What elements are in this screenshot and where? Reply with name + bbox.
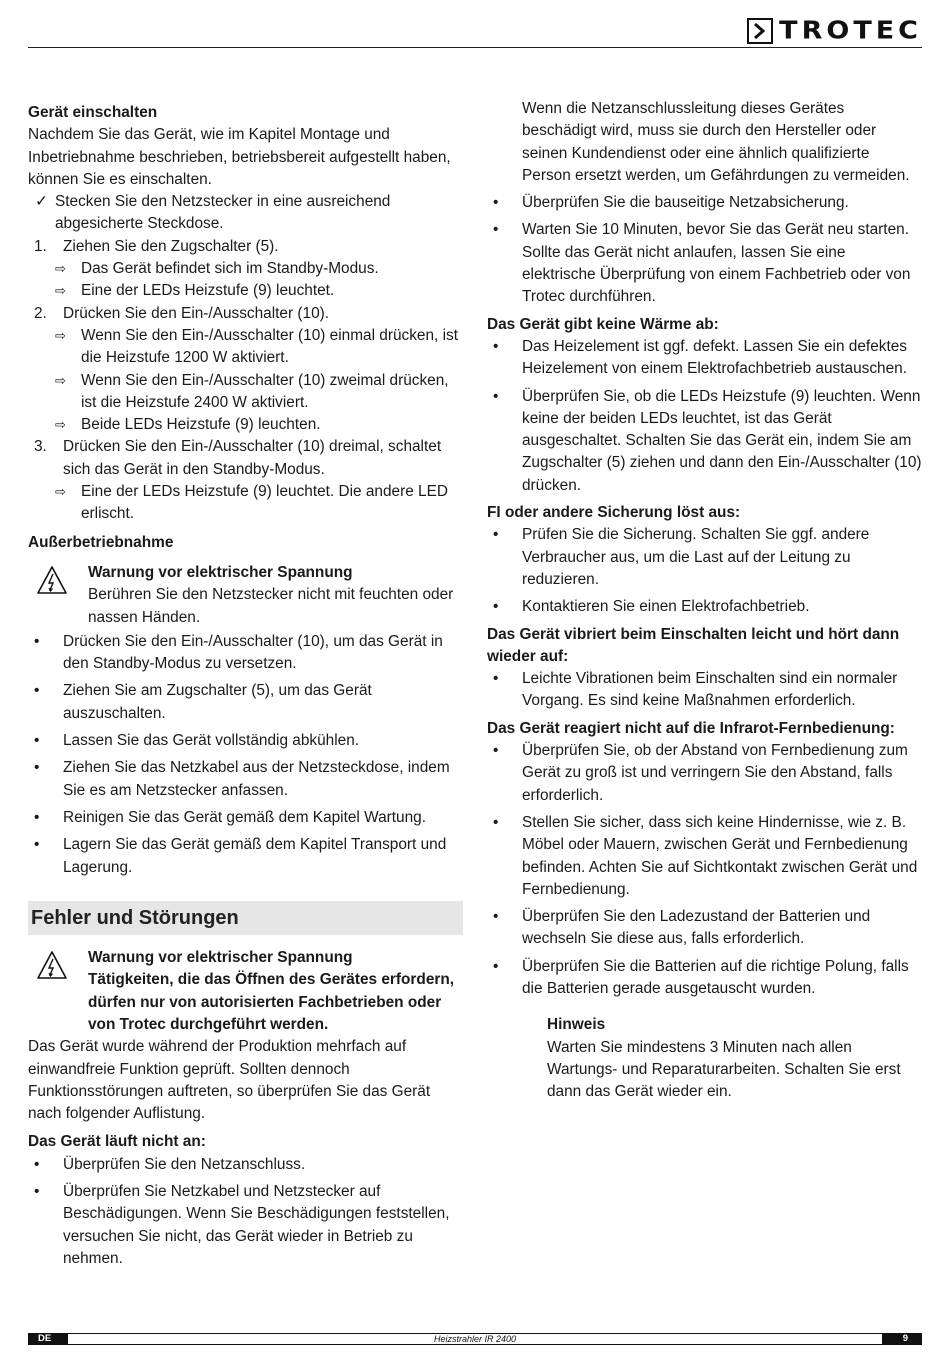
paragraph-fehler: Das Gerät wurde während der Produktion mehrfach auf einwandfreie Funktion geprüft. Sollten dennoch Funktionsstörungen auftreten, so überprüfen Sie das Gerät nach folgender Auflistung. <box>28 1038 431 1123</box>
list-item-text: Überprüfen Sie, ob der Abstand von Fernbedienung zum Gerät zu groß ist und verringern Sie den Abstand, falls erforderlich. <box>522 742 908 804</box>
warning-title: Warnung vor elektrischer Spannung <box>88 563 353 581</box>
arrow-right-icon: ⇨ <box>55 261 66 277</box>
list-item <box>487 740 922 807</box>
result-text: Wenn Sie den Ein-/Ausschalter (10) zweimal drücken, ist die Heizstufe 2400 W aktiviert. <box>81 371 449 411</box>
list-item-text: Lagern Sie das Gerät gemäß dem Kapitel Transport und Lagerung. <box>63 836 447 876</box>
result-item <box>28 370 463 415</box>
arrow-right-icon: ⇨ <box>55 327 66 343</box>
footer-page-number: 9 <box>902 1333 908 1344</box>
arrow-right-icon: ⇨ <box>55 283 66 299</box>
list-item-text: Ziehen Sie das Netzkabel aus der Netzsteckdose, indem Sie es am Netzstecker anfassen. <box>63 759 450 799</box>
list-item-text: Überprüfen Sie den Netzanschluss. <box>63 1155 306 1173</box>
step-number: 2. <box>34 304 47 322</box>
list-item <box>487 906 922 951</box>
list-item-text: Lassen Sie das Gerät vollständig abkühlen. <box>63 732 360 750</box>
page-footer <box>28 1333 922 1345</box>
step-item <box>28 436 463 481</box>
bullet-icon: • <box>493 526 499 544</box>
heading-keine-waerme: Das Gerät gibt keine Wärme ab: <box>487 315 719 333</box>
step-text: Drücken Sie den Ein-/Ausschalter (10) dreimal, schaltet sich das Gerät in den Standby-Modus. <box>63 438 442 478</box>
list-item-text: Reinigen Sie das Gerät gemäß dem Kapitel Wartung. <box>63 808 427 826</box>
list-item-text: Warten Sie 10 Minuten, bevor Sie das Gerät neu starten. Sollte das Gerät nicht anlaufen, lassen Sie eine elektrische Überprüfung von einem Fachbetrieb oder von Trotec durchführen. <box>522 221 911 306</box>
bullet-icon: • <box>34 1155 40 1173</box>
left-column <box>28 98 463 1275</box>
list-item-text: Überprüfen Sie den Ladezustand der Batterien und wechseln Sie diese aus, falls erforderlich. <box>522 908 871 948</box>
bullet-icon: • <box>493 813 499 831</box>
bullet-icon: • <box>493 387 499 405</box>
result-item <box>28 325 463 370</box>
bullet-icon: • <box>493 221 499 239</box>
warning-title: Warnung vor elektrischer Spannung <box>88 949 353 967</box>
bullet-icon: • <box>493 337 499 355</box>
result-item <box>28 481 463 526</box>
section-title: Fehler und Störungen <box>28 901 463 935</box>
electric-warning-icon <box>36 950 68 987</box>
bullet-icon: • <box>493 742 499 760</box>
list-item-text: Stellen Sie sicher, dass sich keine Hindernisse, wie z. B. Möbel oder Mauern, zwischen Gerät und Fernbedienung befinden. Achten Sie auf Sichtkontakt zwischen Gerät und Fernbedienung. <box>522 813 918 898</box>
bullet-icon: • <box>493 194 499 212</box>
arrow-right-icon: ⇨ <box>55 484 66 500</box>
note-text: Warten Sie mindestens 3 Minuten nach allen Wartungs- und Reparaturarbeiten. Schalten Sie erst dann das Gerät wieder ein. <box>547 1038 901 1101</box>
result-item <box>28 280 463 302</box>
step-text: Ziehen Sie den Zugschalter (5). <box>63 237 279 255</box>
step-text: Drücken Sie den Ein-/Ausschalter (10). <box>63 304 330 322</box>
bullet-icon: • <box>34 682 40 700</box>
brand-name: TROTEC <box>779 16 922 45</box>
list-item <box>28 834 463 879</box>
chevron-right-icon <box>747 18 773 44</box>
result-text: Wenn Sie den Ein-/Ausschalter (10) einmal drücken, ist die Heizstufe 1200 W aktiviert. <box>81 326 458 367</box>
step-number: 3. <box>34 438 47 456</box>
bullet-icon: • <box>34 808 40 826</box>
list-item <box>487 812 922 901</box>
note-title: Hinweis <box>547 1016 606 1034</box>
list-item <box>487 386 922 497</box>
list-item-text: Leichte Vibrationen beim Einschalten sind ein normaler Vorgang. Es sind keine Maßnahmen erforderlich. <box>522 670 898 710</box>
list-item-text: Überprüfen Sie, ob die LEDs Heizstufe (9) leuchten. Wenn keine der beiden LEDs leuchtet, ist das Gerät ausgeschaltet. Schalten Sie das Gerät ein, indem Sie am Zugschalter (5) ziehen und dann den Ein-/Ausschalter (10) drücken. <box>522 387 922 494</box>
list-item-text: Kontaktieren Sie einen Elektrofachbetrieb. <box>522 598 810 616</box>
list-item <box>28 730 463 752</box>
list-item <box>487 524 922 591</box>
warning-box <box>28 947 463 1036</box>
step-number: 1. <box>34 237 47 255</box>
arrow-right-icon: ⇨ <box>55 372 66 388</box>
list-item-text: Überprüfen Sie Netzkabel und Netzstecker auf Beschädigungen. Wenn Sie Beschädigungen feststellen, versuchen Sie nicht, das Gerät wieder in Betrieb zu nehmen. <box>63 1183 450 1267</box>
heading-ausserbetriebnahme: Außerbetriebnahme <box>28 533 174 551</box>
result-item <box>28 258 463 280</box>
list-item <box>28 680 463 725</box>
list-item-text: Prüfen Sie die Sicherung. Schalten Sie ggf. andere Verbraucher aus, um die Last auf der Leitung zu reduzieren. <box>522 526 870 588</box>
list-item <box>28 757 463 802</box>
continued-text: Wenn die Netzanschlussleitung dieses Gerätes beschädigt wird, muss sie durch den Hersteller oder seinen Kundendienst oder eine ähnlich qualifizierte Person ersetzt werden, um Gefährdungen zu vermeiden. <box>522 100 910 184</box>
bullet-icon: • <box>493 670 499 688</box>
list-item <box>28 1181 463 1270</box>
result-text: Beide LEDs Heizstufe (9) leuchten. <box>81 416 321 434</box>
heading-fi-sicherung: FI oder andere Sicherung löst aus: <box>487 504 741 522</box>
warning-text: Tätigkeiten, die das Öffnen des Gerätes erfordern, dürfen nur von autorisierten Fachbetrieben oder von Trotec durchgeführt werden. <box>88 971 455 1033</box>
list-item <box>487 336 922 381</box>
heading-laeuft-nicht-an: Das Gerät läuft nicht an: <box>28 1133 206 1151</box>
heading-infrarot: Das Gerät reagiert nicht auf die Infrarot-Fernbedienung: <box>487 719 895 737</box>
list-item <box>487 219 922 308</box>
step-item <box>28 303 463 325</box>
list-item <box>487 596 922 618</box>
list-item-text: Das Heizelement ist ggf. defekt. Lassen Sie ein defektes Heizelement von einem Elektrofachbetrieb austauschen. <box>522 337 907 378</box>
result-item <box>28 414 463 436</box>
footer-product: Heizstrahler IR 2400 <box>68 1334 882 1344</box>
list-item <box>487 668 922 713</box>
list-item <box>28 1154 463 1176</box>
paragraph-einschalten: Nachdem Sie das Gerät, wie im Kapitel Montage und Inbetriebnahme beschrieben, betriebsbereit aufgestellt haben, können Sie es einschalten. <box>28 126 451 188</box>
right-column <box>487 98 922 1103</box>
bullet-icon: • <box>34 632 40 650</box>
warning-text: Berühren Sie den Netzstecker nicht mit feuchten oder nassen Händen. <box>88 586 454 626</box>
bullet-icon: • <box>493 957 499 975</box>
heading-einschalten: Gerät einschalten <box>28 104 158 121</box>
bullet-icon: • <box>493 908 499 926</box>
list-item <box>487 192 922 214</box>
footer-language: DE <box>38 1333 52 1344</box>
result-text: Das Gerät befindet sich im Standby-Modus. <box>81 260 379 278</box>
list-item-text: Überprüfen Sie die Batterien auf die richtige Polung, falls die Batterien gerade ausgetauscht wurden. <box>522 957 909 997</box>
bullet-icon: • <box>34 732 40 750</box>
bullet-icon: • <box>34 759 40 777</box>
result-text: Eine der LEDs Heizstufe (9) leuchtet. <box>81 282 335 300</box>
list-item <box>28 807 463 829</box>
warning-box <box>28 562 463 629</box>
check-icon: ✓ <box>35 193 48 211</box>
note-box <box>487 1014 922 1103</box>
heading-vibriert: Das Gerät vibriert beim Einschalten leicht und hört dann wieder auf: <box>487 625 900 665</box>
list-item <box>487 956 922 1001</box>
list-item-text: Drücken Sie den Ein-/Ausschalter (10), um das Gerät in den Standby-Modus zu versetzen. <box>63 632 443 673</box>
precondition-text: Stecken Sie den Netzstecker in eine ausreichend abgesicherte Steckdose. <box>55 193 391 233</box>
bullet-icon: • <box>34 836 40 854</box>
header-rule <box>28 47 922 48</box>
list-item-text: Ziehen Sie am Zugschalter (5), um das Gerät auszuschalten. <box>63 682 372 722</box>
precondition-item <box>28 191 463 236</box>
step-item <box>28 236 463 258</box>
brand-logo <box>747 18 922 44</box>
arrow-right-icon: ⇨ <box>55 417 66 433</box>
list-item <box>28 631 463 676</box>
list-item-text: Überprüfen Sie die bauseitige Netzabsicherung. <box>522 194 849 212</box>
result-text: Eine der LEDs Heizstufe (9) leuchtet. Die andere LED erlischt. <box>81 483 448 523</box>
electric-warning-icon <box>36 565 68 602</box>
bullet-icon: • <box>493 598 499 616</box>
bullet-icon: • <box>34 1183 40 1201</box>
